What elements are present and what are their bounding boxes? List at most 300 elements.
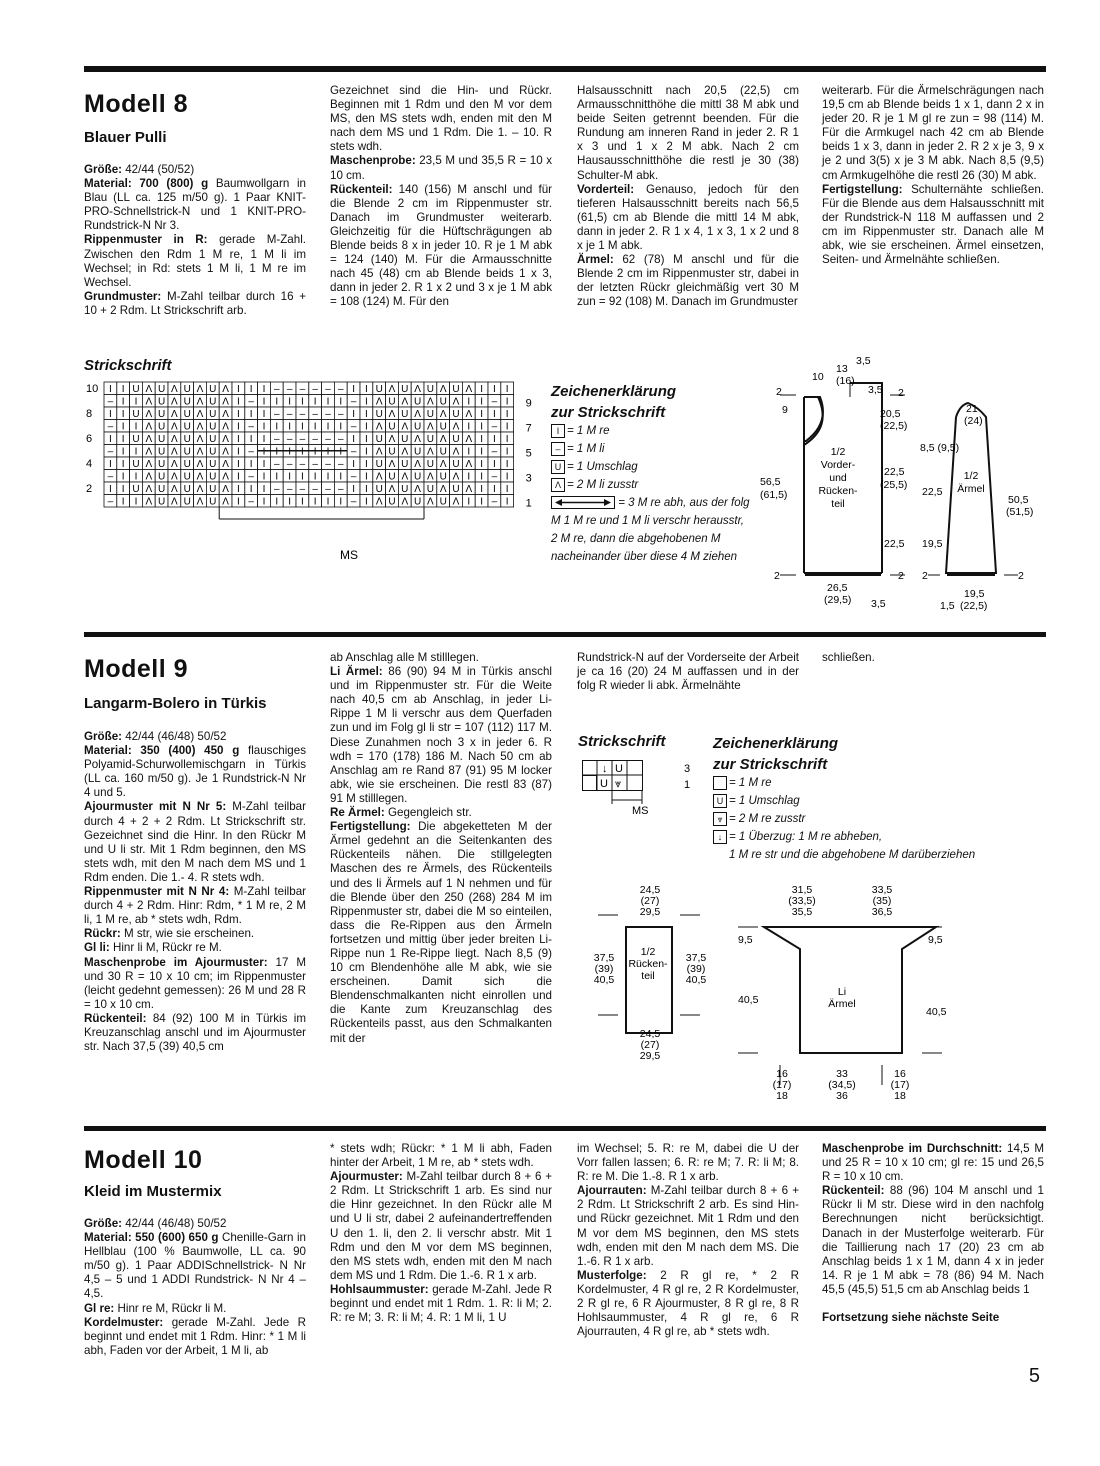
legend-item-re: = 1 M re	[713, 774, 1013, 792]
svg-text:I: I	[480, 421, 483, 433]
svg-text:I: I	[121, 409, 125, 420]
paragraph: Rückr: M str, wie sie erscheinen.	[84, 927, 255, 941]
paragraph: Gl re: Hinr re M, Rückr li M.	[84, 1301, 227, 1315]
paragraph: Vorderteil: Genauso, jedoch für den tieferen Halsausschnitt bereits nach 56,5 (61,5) cm ab Blende die mittl 14 M abk, dann in jeder 2. R 1 x 4, 1 x 3, 1 x 2 und 8 x je 1 M abk.	[577, 182, 799, 253]
svg-text:U: U	[157, 421, 166, 433]
svg-text:I: I	[109, 384, 112, 395]
svg-text:Λ: Λ	[145, 384, 153, 395]
svg-text:I: I	[134, 471, 138, 483]
svg-text:U: U	[388, 396, 396, 408]
svg-text:I: I	[365, 384, 368, 395]
svg-text:I: I	[262, 471, 266, 483]
svg-text:I: I	[288, 396, 291, 408]
svg-text:(51,5): (51,5)	[1006, 506, 1034, 518]
paragraph: Li Ärmel: 86 (90) 94 M in Türkis anschl und im Rippenmuster str. Für die Weite nach 40,5 cm ab Anschlag, in jeder Li-Rippe 1 M li verschr aus dem Querfaden zun und im Folg gl li str = 107 (112) 117 M. Diese Zunahmen noch 3 x in jeder 6. R wdh = 170 (178) 186 M. Nach 50 cm ab Anschlag am re Rand 87 (91) 95 M locker abk, wie sie erscheinen. Die restl 83 (87) 91 M stilllegen.	[330, 665, 552, 805]
svg-text:U: U	[157, 446, 166, 458]
svg-text:U: U	[439, 496, 447, 508]
svg-text:I: I	[262, 434, 266, 445]
svg-text:–: –	[107, 446, 114, 458]
svg-text:I: I	[365, 446, 368, 458]
svg-text:Λ: Λ	[375, 471, 383, 483]
svg-text:U: U	[439, 446, 447, 458]
svg-text:Λ: Λ	[439, 434, 447, 445]
paragraph: Größe: 42/44 (46/48) 50/52	[84, 730, 227, 743]
svg-text:Λ: Λ	[452, 471, 460, 483]
svg-text:I: I	[262, 421, 266, 433]
svg-text:I: I	[313, 446, 317, 458]
paragraph: ab Anschlag alle M stilllegen.	[330, 651, 479, 664]
svg-text:U: U	[209, 421, 217, 433]
paragraph: Ajourrauten: M-Zahl teilbar durch 8 + 6 + 2 Rdm. Lt Strickschrift 2 arb. Es sind Hin- und Rückr gezeichnet. Mit 1 Rdm und den M vor dem MS beginnen, den MS stets wdh, enden mit den M nach dem MS. Die 1.-6. R 1 x arb.	[577, 1184, 799, 1268]
svg-text:U: U	[209, 484, 217, 495]
svg-text:–: –	[325, 409, 331, 420]
svg-text:I: I	[480, 496, 483, 508]
svg-text:Λ: Λ	[171, 496, 178, 508]
svg-text:U: U	[375, 384, 383, 395]
svg-text:Λ: Λ	[414, 459, 421, 470]
svg-text:U: U	[132, 459, 140, 470]
svg-text:3: 3	[684, 763, 691, 775]
svg-text:U: U	[157, 484, 166, 495]
svg-text:Λ: Λ	[222, 434, 229, 445]
svg-text:Λ: Λ	[196, 459, 204, 470]
legend-item-umschlag: U = 1 Umschlag	[713, 792, 1013, 810]
svg-text:I: I	[237, 409, 240, 420]
svg-text:I: I	[237, 434, 240, 445]
svg-text:40,5: 40,5	[738, 994, 759, 1006]
svg-text:–: –	[299, 434, 306, 445]
svg-text:20,5: 20,5	[880, 408, 901, 420]
chart-ms-label: MS	[340, 548, 358, 562]
svg-text:U: U	[600, 778, 608, 790]
svg-text:Λ: Λ	[171, 484, 178, 495]
svg-text:I: I	[493, 484, 496, 495]
svg-text:Λ: Λ	[196, 396, 204, 408]
svg-text:16(17)18: 16 (17) 18	[772, 1068, 792, 1102]
paragraph: * stets wdh; Rückr: * 1 M li abh, Faden hinter der Arbeit, 1 M re, ab * stets wdh.	[330, 1142, 552, 1170]
paragraph: Rückenteil: 140 (156) M anschl und für die Blende 2 cm im Rippenmuster str. Danach im Grundmuster weiterarb. Gleichzeitig für die Hüftschrägungen ab Blende beids 8 x in jeder 10. R je 1 M abk = 124 (140) M. Für die Armausschnitte nach 45 (48) cm ab Blende beids 1 x 3, dann in jeder 2. R 1 x 2 und 3 x je 1 M abk = 108 (124) M. Für den	[330, 182, 552, 309]
svg-text:I: I	[505, 484, 509, 495]
svg-text:–: –	[107, 421, 114, 433]
svg-text:U: U	[132, 384, 140, 395]
svg-text:Λ: Λ	[465, 409, 473, 420]
svg-text:U: U	[183, 496, 191, 508]
svg-text:U: U	[157, 396, 166, 408]
svg-text:U: U	[388, 446, 396, 458]
svg-text:U: U	[375, 434, 383, 445]
svg-text:U: U	[183, 459, 191, 470]
svg-text:U: U	[388, 421, 396, 433]
svg-text:U: U	[209, 434, 217, 445]
svg-text:Λ: Λ	[452, 446, 460, 458]
svg-text:↓: ↓	[602, 763, 608, 775]
legend-item-arrow: = 3 M re abh, aus der folg M 1 M re und 1 M li verschr herausstr, 2 M re, dann die abgehobenen M nacheinander über diese 4 M ziehen	[551, 497, 750, 563]
svg-text:–: –	[274, 484, 280, 495]
modell-8-legend-title: Zeichenerklärung zur Strickschrift	[551, 383, 677, 421]
modell-9-legend	[713, 774, 1013, 864]
svg-text:U: U	[413, 396, 422, 408]
svg-text:I: I	[121, 484, 125, 495]
paragraph: Kordelmuster: gerade M-Zahl. Jede R beginnt und endet mit 1 Rdm. Hinr: * 1 M li abh, Faden vor der Arbeit, 1 M li, ab	[84, 1315, 306, 1357]
svg-text:I: I	[249, 484, 253, 495]
svg-text:I: I	[326, 496, 330, 508]
svg-text:U: U	[132, 434, 140, 445]
svg-text:I: I	[275, 446, 279, 458]
svg-text:U: U	[426, 434, 435, 445]
svg-text:–: –	[248, 446, 254, 458]
svg-text:–: –	[248, 471, 254, 483]
svg-text:Λ: Λ	[222, 459, 229, 470]
svg-text:I: I	[134, 496, 138, 508]
svg-text:I: I	[365, 421, 368, 433]
modell-8-col4	[822, 84, 1044, 267]
paragraph: Fertigstellung: Schulternähte schließen. Für die Blende aus dem Halsausschnitt mit der Rundstrick-N 118 M auffassen und 2 cm im Rippenmuster str. Danach alle M abk, wie sie erscheinen. Ärmel einsetzen, Seiten- und Ärmelnähte schließen.	[822, 182, 1044, 267]
svg-text:9,5: 9,5	[738, 934, 753, 946]
paragraph: Größe: 42/44 (46/48) 50/52	[84, 1217, 227, 1230]
svg-text:I: I	[121, 459, 125, 470]
svg-text:–: –	[299, 459, 306, 470]
svg-text:I: I	[480, 384, 483, 395]
svg-text:I: I	[339, 496, 343, 508]
svg-text:I: I	[237, 384, 240, 395]
svg-text:U: U	[413, 471, 422, 483]
modell-8-title: Modell 8	[84, 90, 189, 118]
svg-text:Λ: Λ	[171, 384, 178, 395]
row-number-left: 10	[86, 383, 99, 395]
modell-8-col1	[84, 163, 306, 318]
paragraph: Fertigstellung: Die abgeketteten M der Ärmel gedehnt an die Seitenkanten des Rückenteils nähen. Die stillgelegten Maschen des re Ärmels, des Rückenteils und des li Ärmels auf 1 N nehmen und für die Blende über den 250 (268) 284 M im Rippenmuster str, dabei die M so einteilen, dass die Re-Rippen aus den Ärmeln fortsetzen und mittig über jeder breiten Li-Rippe nun 1 Re-Rippe liegt. Nach 8,5 (9) 10 cm Blendenhöhe alle M abk, wie sie erscheinen. Damit sich die Blendenschmalkanten nicht einrollen und die Kante zum Kreuzanschlag des Rückenteils passt, aus den Schmalkanten mit der	[330, 820, 552, 1045]
svg-text:(29,5): (29,5)	[824, 594, 852, 606]
svg-text:13: 13	[836, 363, 848, 375]
svg-text:22,5: 22,5	[884, 538, 905, 550]
paragraph: Material: 550 (600) 650 g Chenille-Garn in Hellblau (100 % Baumwolle, LL ca. 90 m/50 g). 1 Paar ADDISchnellstrick- N Nr 4,5 – 5 und 1 ADDI Rundstrick- N Nr 4 – 4,5.	[84, 1231, 306, 1301]
svg-text:Λ: Λ	[439, 384, 447, 395]
svg-text:16(17)18: 16 (17) 18	[890, 1068, 910, 1102]
paragraph: Re Ärmel: Gegengleich str.	[330, 806, 472, 820]
svg-text:–: –	[312, 459, 318, 470]
svg-text:3,5: 3,5	[856, 355, 871, 367]
svg-text:I: I	[505, 446, 509, 458]
modell-10-col2	[330, 1142, 552, 1325]
svg-text:U: U	[401, 459, 409, 470]
svg-text:31,5(33,5)35,5: 31,5 (33,5) 35,5	[788, 885, 816, 918]
svg-text:U: U	[401, 384, 409, 395]
svg-text:Λ: Λ	[375, 421, 383, 433]
svg-text:2: 2	[1018, 570, 1024, 582]
middle-rule-2	[84, 1126, 1046, 1131]
svg-text:Λ: Λ	[414, 384, 421, 395]
svg-text:I: I	[505, 496, 509, 508]
svg-text:–: –	[350, 421, 357, 433]
svg-text:Λ: Λ	[171, 421, 178, 433]
svg-text:I: I	[480, 459, 483, 470]
svg-text:I: I	[301, 446, 304, 458]
paragraph: Grundmuster: M-Zahl teilbar durch 16 + 10 + 2 Rdm. Lt Strickschrift arb.	[84, 289, 306, 317]
svg-text:19,5: 19,5	[922, 538, 943, 550]
svg-text:LiÄrmel: Li Ärmel	[828, 986, 856, 1010]
svg-text:Λ: Λ	[414, 434, 421, 445]
svg-text:I: I	[326, 396, 330, 408]
svg-text:22,5: 22,5	[922, 486, 943, 498]
modell-8-col2	[330, 84, 552, 310]
svg-text:–: –	[350, 446, 357, 458]
svg-text:9: 9	[782, 404, 788, 416]
svg-text:I: I	[326, 471, 330, 483]
svg-text:I: I	[365, 496, 368, 508]
modell-9-sleeve-schematic	[730, 885, 960, 1107]
svg-text:Λ: Λ	[427, 446, 434, 458]
svg-text:Λ: Λ	[145, 496, 153, 508]
svg-text:–: –	[274, 409, 280, 420]
svg-text:–: –	[248, 421, 254, 433]
svg-text:Λ: Λ	[171, 446, 178, 458]
svg-text:U: U	[375, 484, 383, 495]
svg-text:–: –	[325, 459, 331, 470]
svg-text:I: I	[505, 384, 509, 395]
svg-text:U: U	[157, 496, 166, 508]
svg-text:U: U	[157, 434, 166, 445]
svg-text:Λ: Λ	[171, 434, 178, 445]
svg-text:I: I	[121, 446, 125, 458]
svg-text:Λ: Λ	[401, 421, 409, 433]
svg-text:–: –	[248, 496, 254, 508]
paragraph: im Wechsel; 5. R: re M, dabei die U der Vorr fallen lassen; 6. R: re M; 7. R: li M; 8. R: re M. Die 1.-8. R 1 x arb.	[577, 1142, 799, 1184]
svg-text:U: U	[452, 384, 460, 395]
svg-text:1/2Ärmel: 1/2 Ärmel	[957, 470, 985, 495]
paragraph: Rippenmuster in R: gerade M-Zahl. Zwischen den Rdm 1 M re, 1 M li im Wechsel; in Rd: stets 1 M li, 1 M re im Wechsel.	[84, 233, 306, 289]
svg-text:I: I	[121, 384, 125, 395]
svg-text:I: I	[313, 471, 317, 483]
svg-text:I: I	[262, 384, 266, 395]
svg-text:I: I	[262, 459, 266, 470]
svg-text:Λ: Λ	[171, 409, 178, 420]
modell-9-chart-title: Strickschrift	[578, 733, 666, 750]
svg-text:(25,5): (25,5)	[880, 479, 908, 491]
svg-text:Λ: Λ	[439, 484, 447, 495]
svg-text:I: I	[121, 421, 125, 433]
svg-text:2: 2	[898, 387, 904, 399]
svg-text:I: I	[288, 471, 291, 483]
svg-text:I: I	[288, 496, 291, 508]
svg-text:–: –	[338, 434, 344, 445]
svg-text:–: –	[312, 384, 318, 395]
modell-8-legend	[551, 422, 751, 566]
svg-text:Λ: Λ	[222, 396, 229, 408]
svg-text:–: –	[325, 484, 331, 495]
svg-text:I: I	[237, 496, 240, 508]
svg-text:Λ: Λ	[452, 396, 460, 408]
svg-text:Λ: Λ	[145, 421, 153, 433]
svg-text:I: I	[365, 471, 368, 483]
modell-9-col4	[822, 651, 1044, 665]
paragraph: Maschenprobe: 23,5 M und 35,5 R = 10 x 10 cm.	[330, 154, 552, 182]
paragraph: schließen.	[822, 651, 875, 664]
svg-text:I: I	[275, 496, 279, 508]
svg-text:Λ: Λ	[171, 471, 178, 483]
svg-text:21: 21	[966, 403, 978, 415]
svg-text:I: I	[275, 396, 279, 408]
svg-text:I: I	[109, 459, 112, 470]
modell-8-col3	[577, 84, 799, 310]
svg-text:Λ: Λ	[465, 459, 473, 470]
svg-text:Λ: Λ	[465, 434, 473, 445]
svg-text:I: I	[493, 434, 496, 445]
svg-text:U: U	[615, 763, 623, 775]
svg-text:I: I	[365, 409, 368, 420]
svg-text:Λ: Λ	[145, 446, 153, 458]
row-number-right: 3	[525, 472, 532, 485]
svg-text:Λ: Λ	[465, 384, 473, 395]
svg-text:U: U	[209, 496, 217, 508]
paragraph: Gl li: Hinr li M, Rückr re M.	[84, 941, 222, 955]
svg-text:I: I	[365, 434, 368, 445]
svg-text:I: I	[365, 396, 368, 408]
svg-text:U: U	[157, 409, 166, 420]
svg-text:2: 2	[776, 386, 782, 398]
svg-text:U: U	[401, 409, 409, 420]
modell-9-back-schematic	[588, 885, 718, 1070]
svg-text:U: U	[132, 484, 140, 495]
svg-text:I: I	[301, 421, 304, 433]
legend-item-ueberzug: ↓ = 1 Überzug: 1 M re abheben,	[713, 828, 1013, 846]
svg-text:I: I	[467, 496, 471, 508]
svg-text:50,5: 50,5	[1008, 494, 1029, 506]
paragraph: Halsausschnitt nach 20,5 (22,5) cm Armausschnitthöhe die mittl 38 M abk und beide Seiten getrennt beenden. Für die Rundung am inneren Rand in jeder 2. R 1 x 3 und 1 x 2 M abk. Nach 2 cm Hausausschnitthöhe die restl je 30 (38) Schulter-M abk.	[577, 84, 799, 182]
svg-text:U: U	[439, 471, 447, 483]
paragraph: Größe: 42/44 (50/52)	[84, 163, 195, 176]
svg-text:(16): (16)	[836, 375, 855, 387]
svg-text:Λ: Λ	[196, 409, 204, 420]
svg-text:–: –	[286, 409, 293, 420]
svg-text:Λ: Λ	[388, 459, 396, 470]
svg-text:–: –	[338, 409, 344, 420]
svg-text:I: I	[365, 484, 368, 495]
svg-text:26,5: 26,5	[827, 582, 848, 594]
modell-10-title: Modell 10	[84, 1146, 203, 1174]
svg-text:–: –	[325, 434, 331, 445]
svg-text:U: U	[426, 384, 435, 395]
svg-text:(24): (24)	[964, 415, 983, 427]
svg-text:Λ: Λ	[401, 446, 409, 458]
svg-text:I: I	[237, 459, 240, 470]
svg-text:U: U	[183, 434, 191, 445]
svg-text:40,5: 40,5	[926, 1006, 947, 1018]
svg-text:I: I	[288, 446, 291, 458]
modell-9-knitting-chart	[582, 760, 702, 822]
svg-text:I: I	[352, 434, 355, 445]
svg-text:Λ: Λ	[145, 471, 153, 483]
svg-text:I: I	[480, 446, 483, 458]
double-arrow-icon	[551, 496, 615, 509]
svg-text:I: I	[480, 409, 483, 420]
svg-text:I: I	[237, 446, 240, 458]
svg-text:2: 2	[922, 570, 928, 582]
svg-text:I: I	[237, 396, 240, 408]
svg-text:1,5: 1,5	[940, 600, 955, 612]
svg-text:I: I	[326, 446, 330, 458]
svg-text:I: I	[505, 434, 509, 445]
svg-text:U: U	[452, 459, 460, 470]
svg-text:3,5: 3,5	[868, 384, 883, 396]
svg-text:Λ: Λ	[375, 496, 383, 508]
svg-text:–: –	[274, 384, 280, 395]
svg-text:–: –	[299, 484, 306, 495]
modell-8-schematic	[760, 355, 1060, 620]
modell-8-subtitle: Blauer Pulli	[84, 129, 167, 146]
svg-text:Λ: Λ	[196, 484, 204, 495]
svg-text:Λ: Λ	[222, 384, 229, 395]
svg-text:I: I	[249, 434, 253, 445]
svg-text:22,5: 22,5	[884, 466, 905, 478]
svg-text:37,5(39)40,5: 37,5 (39) 40,5	[593, 952, 615, 986]
svg-text:–: –	[107, 396, 114, 408]
svg-text:Λ: Λ	[401, 396, 409, 408]
svg-text:I: I	[505, 409, 509, 420]
svg-text:Λ: Λ	[427, 421, 434, 433]
svg-text:I: I	[493, 384, 496, 395]
modell-10-subtitle: Kleid im Mustermix	[84, 1183, 222, 1200]
svg-text:Λ: Λ	[465, 484, 473, 495]
svg-text:I: I	[352, 459, 355, 470]
paragraph: weiterarb. Für die Ärmelschrägungen nach 19,5 cm ab Blende beids 1 x 1, dann 2 x in jeder 20. R je 1 M gl re zun = 98 (114) M. Für die Armkugel nach 42 cm ab Blende beids 1 x 3, dann in jeder 2. R 2 x je 3, 9 x je 2 und 3(5) x je 3 M abk. Nach 8,5 (9,5) cm Armkugelhöhe die restl 26 (30) M abk.	[822, 84, 1044, 182]
svg-text:–: –	[299, 384, 306, 395]
svg-text:I: I	[109, 434, 112, 445]
paragraph: Hohlsaummuster: gerade M-Zahl. Jede R beginnt und endet mit 1 Rdm. 1. R: li M; 2. R: re M; 3. R: li M; 4. R: 1 M li, 1 U	[330, 1282, 552, 1325]
svg-text:I: I	[237, 471, 240, 483]
svg-text:Λ: Λ	[222, 471, 229, 483]
modell-10-col1	[84, 1217, 306, 1358]
svg-text:–: –	[286, 434, 293, 445]
svg-text:Λ: Λ	[427, 396, 434, 408]
svg-text:Λ: Λ	[222, 421, 229, 433]
svg-text:33,5(35)36,5: 33,5 (35) 36,5	[871, 885, 893, 918]
svg-text:I: I	[505, 471, 509, 483]
modell-9-legend-title: Zeichenerklärung zur Strickschrift	[713, 735, 839, 773]
svg-text:I: I	[121, 396, 125, 408]
svg-text:I: I	[505, 421, 509, 433]
svg-text:24,5(27)29,5: 24,5 (27) 29,5	[639, 885, 661, 918]
paragraph: Maschenprobe im Ajourmuster: 17 M und 30 R = 10 x 10 cm; im Rippenmuster (leicht gedehnt gemessen): 26 M und 28 R = 10 x 10 cm.	[84, 955, 306, 1011]
svg-text:U: U	[439, 396, 447, 408]
paragraph: Material: 700 (800) g Baumwollgarn in Blau (LL ca. 125 m/50 g). 1 Paar KNIT-PRO-Schnellstrick-N und 1 KNIT-PRO-Rundstrick-N Nr 3.	[84, 177, 306, 233]
paragraph: Rückenteil: 84 (92) 100 M in Türkis im Kreuzanschlag anschl und im Ajourmuster str. Nach 37,5 (39) 40,5 cm	[84, 1011, 306, 1054]
svg-text:I: I	[339, 396, 343, 408]
svg-text:I: I	[288, 421, 291, 433]
svg-text:–: –	[491, 446, 498, 458]
svg-text:–: –	[248, 396, 254, 408]
svg-text:–: –	[274, 434, 280, 445]
svg-text:Λ: Λ	[196, 384, 204, 395]
modell-10-col3	[577, 1142, 799, 1339]
svg-text:I: I	[134, 446, 138, 458]
svg-text:Λ: Λ	[196, 496, 204, 508]
page-number: 5	[1028, 1365, 1040, 1387]
svg-text:I: I	[262, 446, 266, 458]
paragraph: Material: 350 (400) 450 g flauschiges Polyamid-Schurwollemischgarn in Türkis (LL ca. 160 m/50 g). Je 1 Rundstrick-N Nr 4 und 5.	[84, 744, 306, 800]
svg-text:U: U	[426, 409, 435, 420]
svg-text:–: –	[325, 384, 331, 395]
paragraph: Ärmel: 62 (78) M anschl und für die Blende 2 cm im Rippenmuster str, dabei in der letzten Rückr gleichmäßig vert 30 M zun = 92 (108) M. Danach im Grundmuster	[577, 253, 799, 309]
svg-text:I: I	[249, 459, 253, 470]
svg-text:–: –	[107, 471, 114, 483]
svg-text:19,5: 19,5	[964, 588, 985, 600]
svg-text:U: U	[183, 471, 191, 483]
svg-text:I: I	[249, 409, 253, 420]
svg-text:I: I	[301, 496, 304, 508]
svg-text:I: I	[275, 421, 279, 433]
svg-text:–: –	[338, 484, 344, 495]
svg-text:(22,5): (22,5)	[880, 420, 908, 432]
